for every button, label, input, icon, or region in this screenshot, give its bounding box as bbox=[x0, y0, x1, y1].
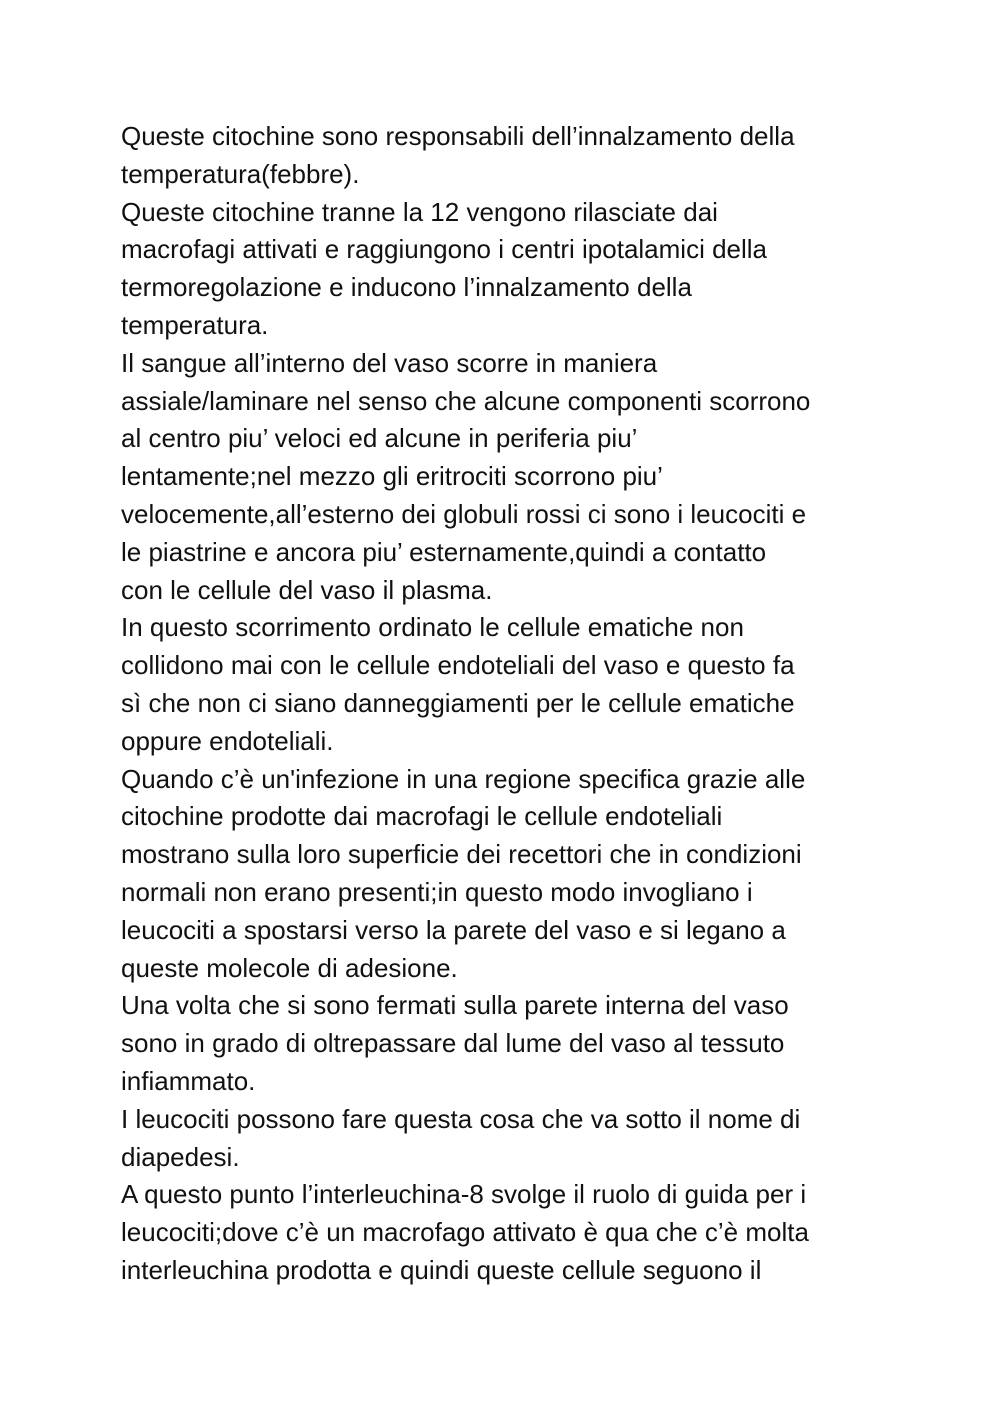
text-line: temperatura. bbox=[121, 309, 269, 340]
text-line: normali non erano presenti;in questo modo invogliano i bbox=[121, 876, 753, 907]
text-line: In questo scorrimento ordinato le cellule ematiche non bbox=[121, 612, 744, 643]
text-line: assiale/laminare nel senso che alcune componenti scorrono bbox=[121, 385, 811, 416]
text-line: con le cellule del vaso il plasma. bbox=[121, 574, 493, 605]
text-line: Una volta che si sono fermati sulla parete interna del vaso bbox=[121, 990, 789, 1021]
text-line: sì che non ci siano danneggiamenti per le cellule ematiche bbox=[121, 687, 795, 718]
text-line: al centro piu’ veloci ed alcune in periferia piu’ bbox=[121, 423, 638, 454]
text-line: le piastrine e ancora piu’ esternamente,quindi a contatto bbox=[121, 536, 767, 567]
text-line: oppure endoteliali. bbox=[121, 725, 334, 756]
text-line: I leucociti possono fare questa cosa che va sotto il nome di bbox=[121, 1103, 801, 1134]
text-line: Queste citochine sono responsabili dell’innalzamento della bbox=[121, 121, 795, 151]
text-line: queste molecole di adesione. bbox=[121, 952, 458, 983]
text-line: lentamente;nel mezzo gli eritrociti scorrono piu’ bbox=[121, 461, 663, 492]
text-line: leucociti a spostarsi verso la parete del vaso e si legano a bbox=[121, 914, 786, 945]
text-line: diapedesi. bbox=[121, 1141, 240, 1172]
text-line: macrofagi attivati e raggiungono i centri ipotalamici della bbox=[121, 234, 768, 265]
text-line: infiammato. bbox=[121, 1065, 256, 1096]
text-line: Queste citochine tranne la 12 vengono rilasciate dai bbox=[121, 196, 718, 227]
text-line: velocemente,all’esterno dei globuli rossi ci sono i leucociti e bbox=[121, 498, 807, 529]
text-line: mostrano sulla loro superficie dei recettori che in condizioni bbox=[121, 839, 802, 870]
text-line: collidono mai con le cellule endoteliali del vaso e questo fa bbox=[121, 650, 795, 681]
text-line: leucociti;dove c’è un macrofago attivato è qua che c’è molta bbox=[121, 1217, 809, 1248]
text-line: A questo punto l’interleuchina-8 svolge il ruolo di guida per i bbox=[121, 1179, 807, 1210]
body-text bbox=[121, 118, 921, 1290]
text-line: interleuchina prodotta e quindi queste cellule seguono il bbox=[121, 1254, 762, 1285]
text-line: temperatura(febbre). bbox=[121, 158, 360, 189]
text-line: sono in grado di oltrepassare dal lume del vaso al tessuto bbox=[121, 1028, 785, 1059]
text-line: termoregolazione e inducono l’innalzamento della bbox=[121, 272, 692, 303]
text-line: Il sangue all’interno del vaso scorre in maniera bbox=[121, 347, 658, 378]
text-line: Quando c’è un'infezione in una regione specifica grazie alle bbox=[121, 763, 806, 794]
text-line: citochine prodotte dai macrofagi le cellule endoteliali bbox=[121, 801, 723, 832]
